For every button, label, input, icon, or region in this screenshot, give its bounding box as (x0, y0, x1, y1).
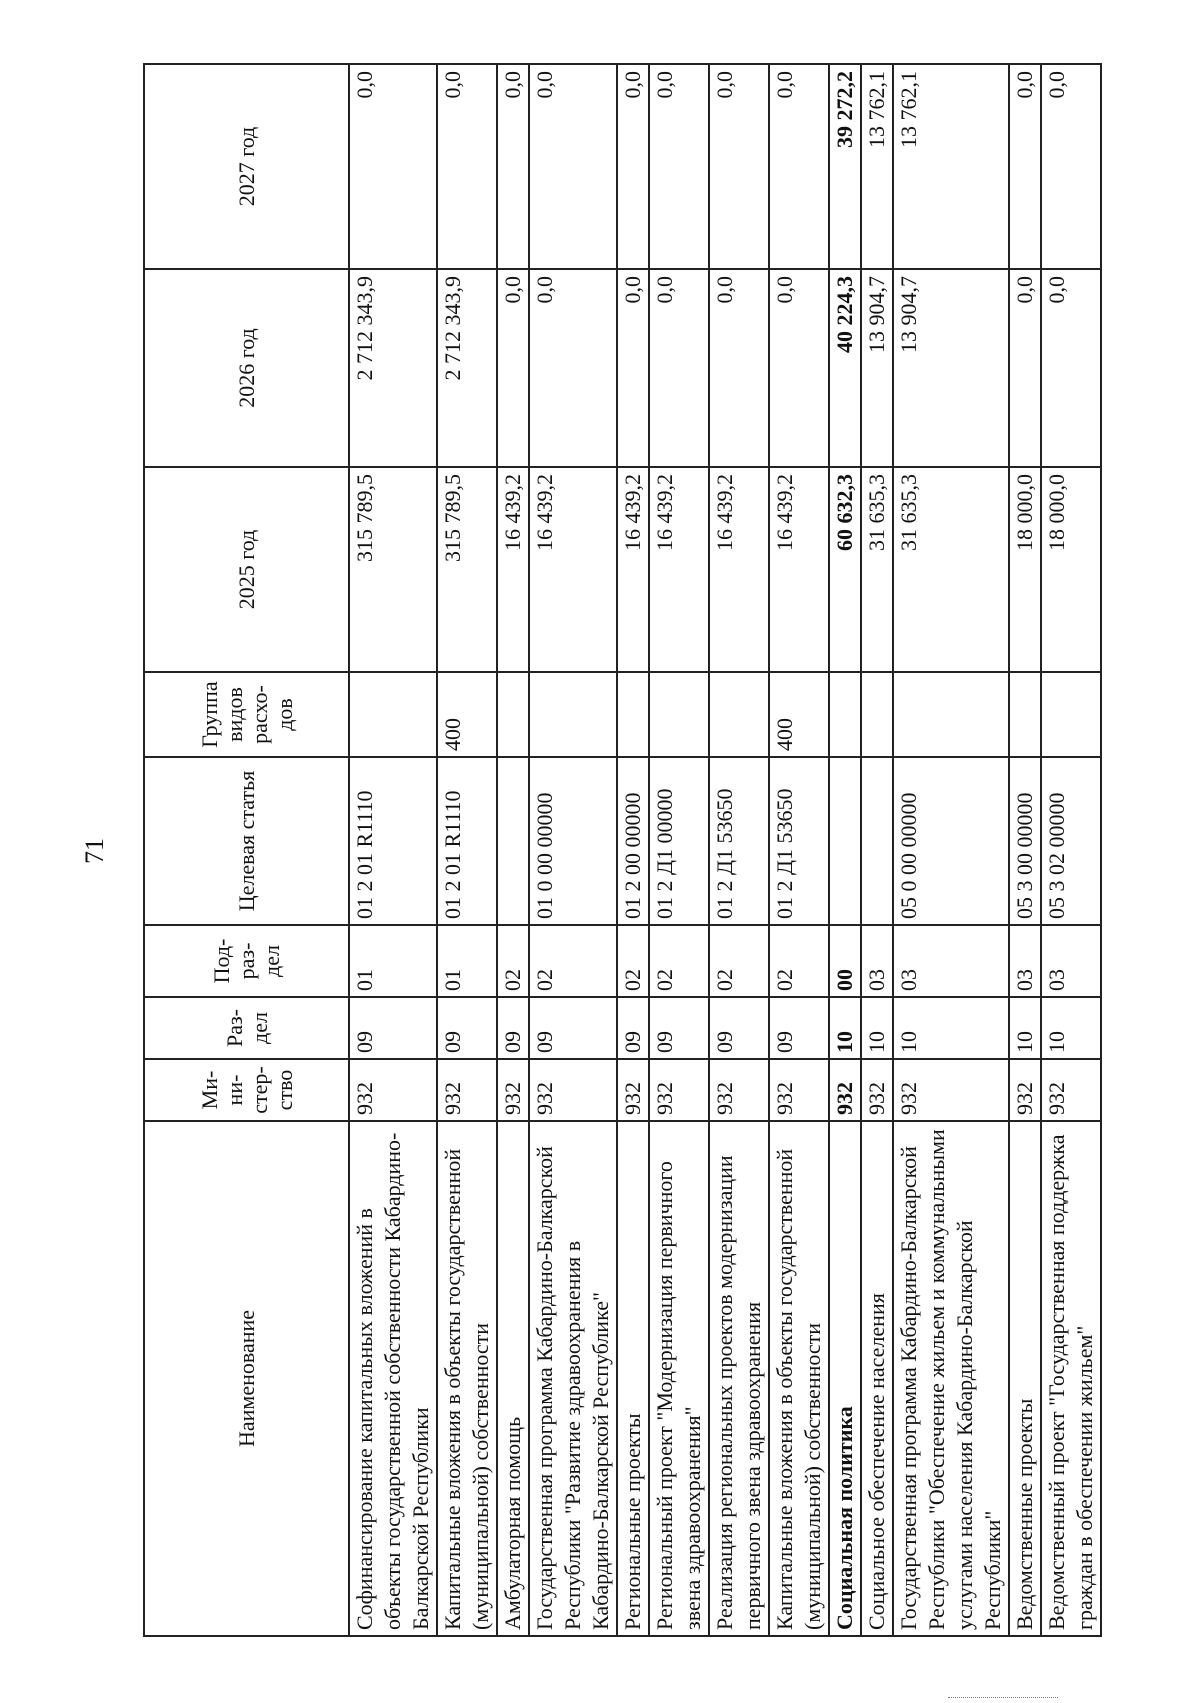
cell-2027: 0,0 (617, 64, 649, 269)
page-number: 71 (80, 838, 109, 864)
cell-2025: 16 439,2 (769, 467, 829, 672)
cell-section: 09 (769, 997, 829, 1059)
cell-ministry: 932 (617, 1059, 649, 1121)
table-row (497, 64, 529, 1636)
header-2026: 2026 год (144, 269, 349, 467)
table-row (529, 64, 617, 1636)
cell-2026: 2 712 343,9 (437, 269, 497, 467)
cell-ministry: 932 (437, 1059, 497, 1121)
header-name: Наименование (144, 1121, 349, 1636)
cell-target: 01 2 Д1 53650 (709, 757, 769, 925)
cell-section: 09 (709, 997, 769, 1059)
table-row (349, 64, 437, 1636)
cell-subsection: 02 (709, 925, 769, 997)
cell-target: 01 2 01 R1110 (349, 757, 437, 925)
cell-2027: 0,0 (649, 64, 709, 269)
header-2027: 2027 год (144, 64, 349, 269)
table-row (769, 64, 829, 1636)
cell-2025: 16 439,2 (709, 467, 769, 672)
cell-target: 01 2 00 00000 (617, 757, 649, 925)
cell-name: Капитальные вложения в объекты государственной (муниципальной) собственности (769, 1121, 829, 1636)
cell-2026: 0,0 (709, 269, 769, 467)
cell-name: Социальная политика (829, 1121, 861, 1636)
cell-subsection: 01 (349, 925, 437, 997)
cell-ministry: 932 (497, 1059, 529, 1121)
cell-ministry: 932 (1009, 1059, 1041, 1121)
cell-section: 10 (861, 997, 893, 1059)
cell-2026: 2 712 343,9 (349, 269, 437, 467)
cell-target: 01 0 00 00000 (529, 757, 617, 925)
cell-section: 09 (349, 997, 437, 1059)
cell-subsection: 03 (893, 925, 1009, 997)
cell-target: 05 3 00 00000 (1009, 757, 1041, 925)
cell-2025: 60 632,3 (829, 467, 861, 672)
cell-2025: 18 000,0 (1041, 467, 1101, 672)
cell-ministry: 932 (649, 1059, 709, 1121)
header-subsection: Под-раз-дел (144, 925, 349, 997)
cell-2027: 0,0 (1009, 64, 1041, 269)
cell-2026: 40 224,3 (829, 269, 861, 467)
table-row (861, 64, 893, 1636)
cell-target (497, 757, 529, 925)
cell-name: Социальное обеспечение населения (861, 1121, 893, 1636)
cell-group: 400 (769, 672, 829, 757)
cell-target: 05 0 00 00000 (893, 757, 1009, 925)
cell-subsection: 03 (1041, 925, 1101, 997)
cell-name: Ведомственные проекты (1009, 1121, 1041, 1636)
cell-target (829, 757, 861, 925)
cell-group (617, 672, 649, 757)
table-row (893, 64, 1009, 1636)
cell-2025: 16 439,2 (649, 467, 709, 672)
table-row (1009, 64, 1041, 1636)
cell-group (709, 672, 769, 757)
cell-ministry: 932 (709, 1059, 769, 1121)
cell-section: 09 (497, 997, 529, 1059)
cell-section: 10 (893, 997, 1009, 1059)
cell-2026: 13 904,7 (893, 269, 1009, 467)
cell-2026: 0,0 (497, 269, 529, 467)
cell-ministry: 932 (829, 1059, 861, 1121)
cell-target: 01 2 Д1 53650 (769, 757, 829, 925)
cell-2025: 16 439,2 (617, 467, 649, 672)
cell-2025: 31 635,3 (861, 467, 893, 672)
cell-ministry: 932 (769, 1059, 829, 1121)
cell-2026: 0,0 (1041, 269, 1101, 467)
cell-2027: 0,0 (769, 64, 829, 269)
cell-2025: 18 000,0 (1009, 467, 1041, 672)
cell-2026: 0,0 (769, 269, 829, 467)
cell-name: Государственная программа Кабардино-Балкарской Республики "Развитие здравоохранения в Кабардино-Балкарской Республике" (529, 1121, 617, 1636)
cell-ministry: 932 (529, 1059, 617, 1121)
cell-target: 01 2 Д1 00000 (649, 757, 709, 925)
cell-2025: 315 789,5 (349, 467, 437, 672)
cell-2025: 16 439,2 (497, 467, 529, 672)
cell-ministry: 932 (893, 1059, 1009, 1121)
table-row (617, 64, 649, 1636)
cell-group (1009, 672, 1041, 757)
cell-section: 10 (829, 997, 861, 1059)
cell-name: Амбулаторная помощь (497, 1121, 529, 1636)
cell-group (649, 672, 709, 757)
header-section: Раз-дел (144, 997, 349, 1059)
cell-name: Государственная программа Кабардино-Балкарской Республики "Обеспечение жильем и коммунальными услугами населения Кабардино-Балкарской Республики" (893, 1121, 1009, 1636)
table-row-total (829, 64, 861, 1636)
cell-subsection: 02 (649, 925, 709, 997)
cell-2026: 0,0 (529, 269, 617, 467)
cell-section: 10 (1009, 997, 1041, 1059)
table-row (437, 64, 497, 1636)
cell-2027: 0,0 (349, 64, 437, 269)
header-ministry: Ми-ни-стер-ство (144, 1059, 349, 1121)
cell-section: 09 (529, 997, 617, 1059)
cell-group (497, 672, 529, 757)
cell-2027: 0,0 (437, 64, 497, 269)
cell-2026: 13 904,7 (861, 269, 893, 467)
cell-ministry: 932 (861, 1059, 893, 1121)
cell-2027: 39 272,2 (829, 64, 861, 269)
cell-2027: 13 762,1 (861, 64, 893, 269)
cell-group (349, 672, 437, 757)
cell-section: 09 (649, 997, 709, 1059)
cell-2026: 0,0 (649, 269, 709, 467)
cell-target (861, 757, 893, 925)
cell-subsection: 03 (861, 925, 893, 997)
cell-subsection: 01 (437, 925, 497, 997)
header-target: Целевая статья (144, 757, 349, 925)
cell-subsection: 00 (829, 925, 861, 997)
budget-table (143, 63, 1102, 1637)
cell-target: 05 3 02 00000 (1041, 757, 1101, 925)
cell-name: Региональный проект "Модернизация первичного звена здравоохранения" (649, 1121, 709, 1636)
cell-2025: 16 439,2 (529, 467, 617, 672)
cell-group (861, 672, 893, 757)
cell-group: 400 (437, 672, 497, 757)
header-expense-group: Группа видов расхо-дов (144, 672, 349, 757)
cell-subsection: 02 (617, 925, 649, 997)
cell-target: 01 2 01 R1110 (437, 757, 497, 925)
cell-name: Региональные проекты (617, 1121, 649, 1636)
cell-group (529, 672, 617, 757)
cell-group (1041, 672, 1101, 757)
cell-group (829, 672, 861, 757)
table-row (1041, 64, 1101, 1636)
rotated-table-container (143, 65, 1097, 1637)
cell-subsection: 03 (1009, 925, 1041, 997)
cell-2027: 0,0 (709, 64, 769, 269)
table-body (349, 64, 1101, 1636)
table-row (649, 64, 709, 1636)
cell-name: Софинансирование капитальных вложений в объекты государственной собственности Кабардино-Балкарской Республики (349, 1121, 437, 1636)
cell-name: Капитальные вложения в объекты государственной (муниципальной) собственности (437, 1121, 497, 1636)
cell-ministry: 932 (1041, 1059, 1101, 1121)
cell-name: Реализация региональных проектов модернизации первичного звена здравоохранения (709, 1121, 769, 1636)
cell-name: Ведомственный проект "Государственная поддержка граждан в обеспечении жильем" (1041, 1121, 1101, 1636)
cell-ministry: 932 (349, 1059, 437, 1121)
cell-subsection: 02 (497, 925, 529, 997)
cell-section: 09 (617, 997, 649, 1059)
scan-edge-mark (948, 1697, 1058, 1701)
cell-2027: 0,0 (529, 64, 617, 269)
cell-subsection: 02 (529, 925, 617, 997)
table-row (709, 64, 769, 1636)
cell-2026: 0,0 (1009, 269, 1041, 467)
header-row (144, 64, 349, 1636)
cell-section: 10 (1041, 997, 1101, 1059)
cell-section: 09 (437, 997, 497, 1059)
cell-2025: 315 789,5 (437, 467, 497, 672)
cell-group (893, 672, 1009, 757)
header-2025: 2025 год (144, 467, 349, 672)
cell-subsection: 02 (769, 925, 829, 997)
cell-2025: 31 635,3 (893, 467, 1009, 672)
cell-2027: 13 762,1 (893, 64, 1009, 269)
cell-2027: 0,0 (497, 64, 529, 269)
cell-2027: 0,0 (1041, 64, 1101, 269)
cell-2026: 0,0 (617, 269, 649, 467)
